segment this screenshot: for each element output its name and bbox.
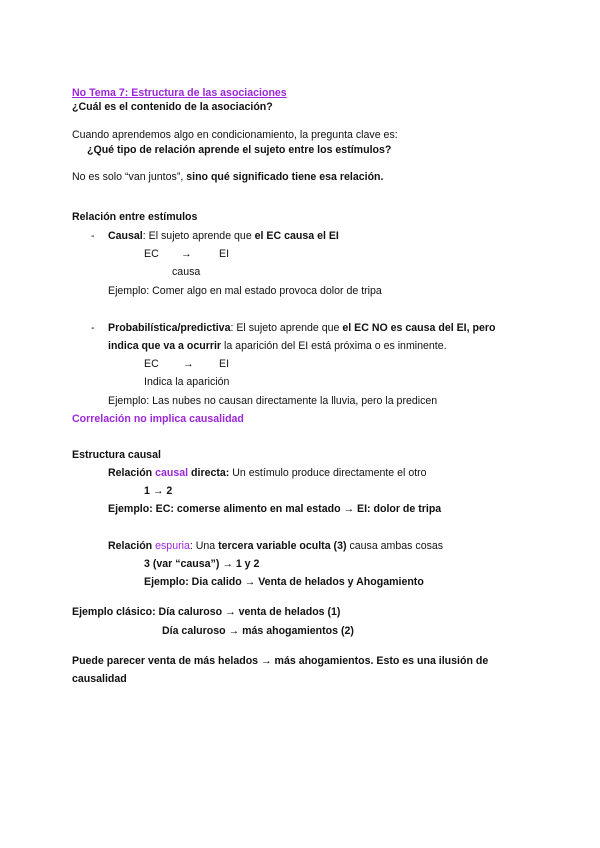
classic-example-2: Día caluroso → más ahogamientos (2) [162,625,354,637]
prob-bullet: - [91,322,95,334]
direct-relation-text: Un estímulo produce directamente el otro [229,467,427,479]
direct-relation-causal: causal [155,467,189,479]
causal-text: : El sujeto aprende que [142,230,255,242]
prob-ec: EC [144,358,159,370]
causal-structure-heading: Estructura causal [72,449,161,461]
direct-relation-directa: directa: [188,467,230,479]
prob-line-1 [108,321,495,335]
conclusion-line-2: causalidad [72,673,127,685]
prob-text-2: la aparición del EI está próxima o es inminente. [221,340,447,352]
not-only-line [72,170,383,184]
not-only-text: No es solo “van juntos”, [72,171,187,183]
direct-example: Ejemplo: EC: comerse alimento en mal estado → EI: dolor de tripa [108,503,442,515]
direct-relation-line [108,466,427,480]
spurious-relation-line [108,539,443,553]
direct-relation-label: Relación [108,467,156,479]
prob-indica: Indica la aparición [144,376,230,388]
classic-example-1: Ejemplo clásico: Día caluroso → venta de helados (1) [72,606,341,618]
spurious-label: Relación [108,540,156,552]
spurious-formula: 3 (var “causa”) → 1 y 2 [144,558,260,570]
causal-example: Ejemplo: Comer algo en mal estado provoca dolor de tripa [108,285,382,297]
spurious-example: Ejemplo: Dia calido → Venta de helados y Ahogamiento [144,576,424,588]
prob-arrow: → [183,358,194,370]
direct-formula: 1 → 2 [144,485,173,497]
prob-bold-2: indica que va a ocurrir [108,340,222,352]
not-only-bold: sino qué significado tiene esa relación. [186,171,384,183]
prob-ei: EI [219,358,230,370]
key-question: ¿Qué tipo de relación aprende el sujeto entre los estímulos? [87,144,392,156]
prob-example: Ejemplo: Las nubes no causan directamente la lluvia, pero la predicen [108,395,438,407]
correlation-note: Correlación no implica causalidad [72,413,244,425]
causal-arrow: → [181,248,192,260]
prob-label: Probabilística/predictiva [108,322,231,334]
prob-text: : El sujeto aprende que [230,322,343,334]
causal-label: Causal [108,230,143,242]
causal-ei: EI [219,248,230,260]
intro-text: Cuando aprendemos algo en condicionamiento, la pregunta clave es: [72,129,398,141]
spurious-text-a: : Una [189,540,219,552]
conclusion-line-1: Puede parecer venta de más helados → más ahogamientos. Esto es una ilusión de [72,655,489,667]
subtitle-question: ¿Cuál es el contenido de la asociación? [72,101,273,113]
spurious-text-b: causa ambas cosas [346,540,444,552]
page-title: No Tema 7: Estructura de las asociaciones [72,87,287,99]
causal-causa: causa [172,266,201,278]
causal-bold: el EC causa el EI [254,230,339,242]
causal-ec: EC [144,248,159,260]
relation-heading: Relación entre estímulos [72,211,198,223]
causal-bullet: - [91,230,95,242]
causal-line [108,229,339,243]
prob-line-2 [108,339,447,353]
spurious-hidden-variable: tercera variable oculta (3) [218,540,347,552]
spurious-word: espuria [155,540,190,552]
prob-bold-1: el EC NO es causa del EI, pero [342,322,496,334]
